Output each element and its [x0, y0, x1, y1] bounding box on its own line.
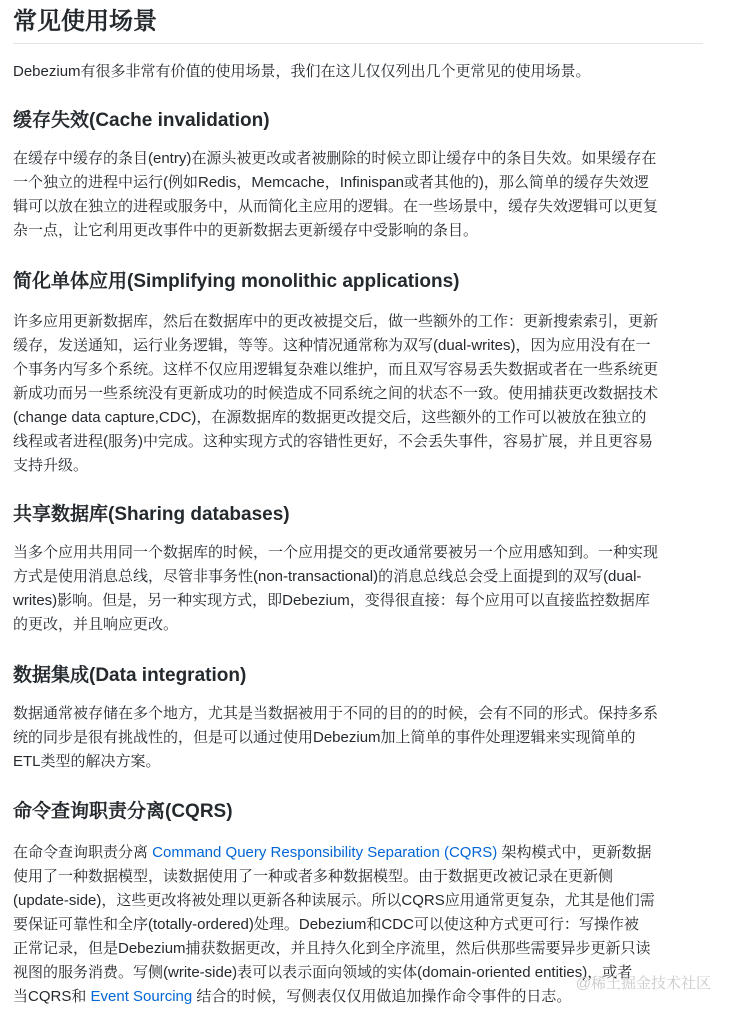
paragraph-line: [13, 310, 658, 334]
text-segment: 在缓存中缓存的条目(entry)在源头被更改或者被删除的时候立即让缓存中的条目失效。如果缓存在: [13, 150, 657, 167]
paragraph-line: [13, 430, 658, 454]
paragraph-line: [13, 985, 655, 1009]
section-heading: 简化单体应用(Simplifying monolithic applications): [13, 271, 460, 292]
section-paragraph: [13, 702, 658, 774]
text-segment: (change data capture,CDC)，在源数据库的数据更改提交后，这些额外的工作可以被放在独立的: [13, 409, 647, 426]
text-segment: 许多应用更新数据库，然后在数据库中的更改被提交后，做一些额外的工作：更新搜索索引，更新: [13, 313, 659, 330]
text-segment: 支持升级。: [13, 457, 89, 474]
inline-link[interactable]: Event Sourcing: [90, 988, 193, 1005]
text-segment: 统的同步是很有挑战性的，但是可以通过使用Debezium加上简单的事件处理逻辑来实现简单的: [13, 729, 636, 746]
section-heading: 共享数据库(Sharing databases): [13, 504, 290, 525]
text-segment: 当CQRS和: [13, 988, 91, 1005]
paragraph-line: [13, 147, 658, 171]
text-segment: 视图的服务消费。写侧(write-side)表可以表示面向领域的实体(domain-oriented entities)，或者: [13, 964, 633, 981]
paragraph-line: [13, 358, 658, 382]
paragraph-line: Debezium有很多非常有价值的使用场景，我们在这儿仅仅列出几个更常见的使用场景。: [13, 63, 591, 80]
paragraph-line: [13, 961, 655, 985]
text-segment: (update-side)，这些更改将被处理以更新各种读展示。所以CQRS应用通常更复杂，尤其是他们需: [13, 892, 655, 909]
paragraph-line: [13, 454, 658, 478]
paragraph-line: [13, 613, 658, 637]
paragraph-line: [13, 589, 658, 613]
paragraph-line: [13, 841, 655, 865]
paragraph-line: [13, 406, 658, 430]
title-divider: [13, 43, 703, 44]
text-segment: 当多个应用共用同一个数据库的时候，一个应用提交的更改通常要被另一个应用感知到。一种实现: [13, 544, 659, 561]
text-segment: ETL类型的解决方案。: [13, 753, 161, 770]
section-heading: 数据集成(Data integration): [13, 665, 247, 686]
paragraph-line: [13, 219, 658, 243]
text-segment: 要保证可靠性和全序(totally-ordered)处理。Debezium和CDC可以使这种方式更可行：写操作被: [13, 916, 639, 933]
text-segment: 个事务内写多个系统。这样不仅应用逻辑复杂难以维护，而且双写容易丢失数据或者在一些系统更: [13, 361, 659, 378]
text-segment: 结合的时候，写侧表仅仅用做追加操作命令事件的日志。: [192, 988, 572, 1005]
text-segment: 一个独立的进程中运行(例如Redis，Memcache，Infinispan或者其他的)，那么简单的缓存失效逻: [13, 174, 649, 191]
text-segment: 正常记录，但是Debezium捕获数据更改，并且持久化到全序流里，然后供那些需要异步更新只读: [13, 940, 651, 957]
text-segment: 方式是使用消息总线，尽管非事务性(non-transactional)的消息总线总会受上面提到的双写(dual-: [13, 568, 642, 585]
text-segment: 使用了一种数据模型，读数据使用了一种或者多种数据模型。由于数据更改被记录在更新侧: [13, 868, 614, 885]
section-paragraph: [13, 310, 658, 478]
paragraph-line: [13, 541, 658, 565]
text-segment: 架构模式中，更新数据: [497, 844, 652, 861]
text-segment: 在命令查询职责分离: [13, 844, 153, 861]
paragraph-line: [13, 913, 655, 937]
paragraph-line: [13, 334, 658, 358]
paragraph-line: [13, 382, 658, 406]
section-paragraph: [13, 541, 658, 637]
text-segment: 新成功而另一些系统没有更新成功的时候造成不同系统之间的状态不一致。使用捕获更改数据技术: [13, 385, 659, 402]
section-heading: 命令查询职责分离(CQRS): [13, 801, 233, 822]
inline-link[interactable]: Command Query Responsibility Separation (CQRS): [152, 844, 498, 861]
text-segment: 的更改，并且响应更改。: [13, 616, 179, 633]
text-segment: 杂一点，让它利用更改事件中的更新数据去更新缓存中受影响的条目。: [13, 222, 479, 239]
page-title: 常见使用场景: [13, 8, 157, 35]
text-segment: 线程或者进程(服务)中完成。这种实现方式的容错性更好，不会丢失事件，容易扩展，并且更容易: [13, 433, 653, 450]
paragraph-line: [13, 937, 655, 961]
section-paragraph: [13, 841, 655, 1009]
section-paragraph: [13, 147, 658, 243]
paragraph-line: [13, 565, 658, 589]
paragraph-line: [13, 171, 658, 195]
paragraph-line: [13, 195, 658, 219]
text-segment: writes)影响。但是，另一种实现方式，即Debezium，变得很直接：每个应用可以直接监控数据库: [13, 592, 650, 609]
paragraph-line: [13, 750, 658, 774]
text-segment: 数据通常被存储在多个地方，尤其是当数据被用于不同的目的的时候，会有不同的形式。保持多系: [13, 705, 659, 722]
paragraph-line: [13, 865, 655, 889]
paragraph-line: [13, 726, 658, 750]
intro-paragraph: [13, 60, 591, 84]
text-segment: 缓存，发送通知，运行业务逻辑，等等。这种情况通常称为双写(dual-writes)，因为应用没有在一: [13, 337, 651, 354]
section-heading: 缓存失效(Cache invalidation): [13, 110, 270, 131]
paragraph-line: [13, 702, 658, 726]
watermark: @稀土掘金技术社区: [575, 975, 711, 992]
paragraph-line: [13, 889, 655, 913]
text-segment: 辑可以放在独立的进程或服务中，从而简化主应用的逻辑。在一些场景中，缓存失效逻辑可以更复: [13, 198, 659, 215]
